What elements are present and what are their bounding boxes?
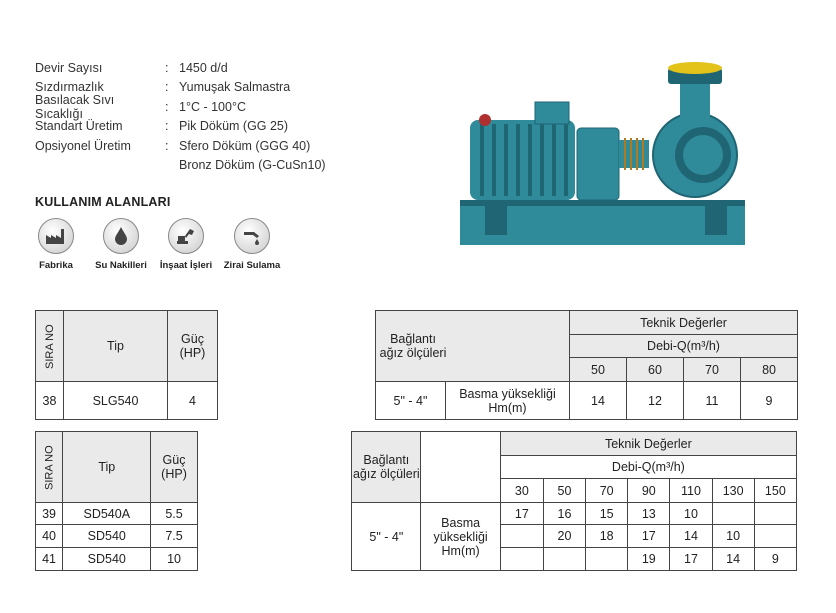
spec-colon: :: [165, 119, 169, 134]
cell-tip: SD540: [63, 548, 151, 571]
flow-value: 90: [628, 479, 670, 503]
cell-head: 9: [741, 382, 798, 420]
spec-row: [35, 92, 326, 121]
usage-label: Fabrika: [39, 260, 73, 271]
cell-head: 12: [627, 382, 684, 420]
spec-colon: :: [165, 80, 169, 95]
cell-baglanti: 5" - 4": [352, 503, 421, 571]
header-sira-no: SIRA NO: [36, 432, 63, 503]
flow-value: 70: [684, 358, 741, 382]
cell-head: 17: [670, 548, 712, 571]
spacer: [218, 311, 376, 420]
cell-head: [500, 548, 543, 571]
cell-tip: SD540A: [63, 503, 151, 525]
header-debi: Debi-Q(m³/h): [570, 335, 798, 358]
usage-label: Zirai Sulama: [223, 260, 281, 271]
usage-title: KULLANIM ALANLARI: [35, 195, 171, 209]
spec-value: Bronz Döküm (G-CuSn10): [179, 158, 326, 173]
header-teknik: Teknik Değerler: [500, 432, 796, 456]
cell-sira: 41: [36, 548, 63, 571]
cell-head: 16: [543, 503, 585, 525]
cell-sira: 40: [36, 525, 63, 548]
spec-row: [35, 156, 326, 176]
flow-value: 80: [741, 358, 798, 382]
spec-label: Opsiyonel Üretim: [35, 138, 131, 153]
cell-head: 20: [543, 525, 585, 548]
cell-head: 17: [500, 503, 543, 525]
header-sira-no: SIRA NO: [36, 311, 64, 382]
excavator-icon: [168, 218, 204, 254]
header-baglanti: [376, 311, 570, 382]
flow-value: 150: [754, 479, 796, 503]
spec-row: [35, 58, 326, 78]
table-row: [36, 503, 797, 525]
cell-guc: 7.5: [151, 525, 197, 548]
cell-head: 10: [670, 503, 712, 525]
cell-head: [754, 525, 796, 548]
spec-row: [35, 117, 326, 137]
spec-label: Basılacak Sıvı Sıcaklığı: [35, 92, 115, 121]
header-guc: Güç (HP): [151, 432, 197, 503]
cell-guc: 10: [151, 548, 197, 571]
flow-value: 50: [543, 479, 585, 503]
header-baglanti-text: Bağlantı ağız ölçüleri: [379, 332, 447, 360]
cell-head: [586, 548, 628, 571]
spec-value: 1°C - 100°C: [179, 99, 246, 114]
cell-head: [712, 503, 754, 525]
cell-basma-label: Basma yüksekliği Hm(m): [446, 382, 570, 420]
usage-item-insaat-isleri: [151, 218, 221, 271]
cell-head: 9: [754, 548, 796, 571]
cell-head: 11: [684, 382, 741, 420]
cell-head: 19: [628, 548, 670, 571]
spec-row: [35, 136, 326, 156]
header-blank: [421, 432, 500, 503]
spec-colon: :: [165, 60, 169, 75]
table-row: [36, 382, 798, 420]
cell-guc: 4: [168, 382, 218, 420]
cell-tip: SD540: [63, 525, 151, 548]
cell-head: 15: [586, 503, 628, 525]
spec-table-1: [35, 310, 798, 420]
header-debi: Debi-Q(m³/h): [500, 456, 796, 479]
spec-list: [35, 58, 326, 175]
cell-baglanti: 5" - 4": [376, 382, 446, 420]
irrigation-icon: [234, 218, 270, 254]
spec-colon: :: [165, 138, 169, 153]
cell-head: 10: [712, 525, 754, 548]
cell-head: 17: [628, 525, 670, 548]
spec-value: Pik Döküm (GG 25): [179, 119, 289, 134]
header-tip: Tip: [63, 432, 151, 503]
spec-label: Sızdırmazlık: [35, 80, 104, 95]
spec-colon: :: [165, 99, 169, 114]
cell-head: [500, 525, 543, 548]
cell-sira: 38: [36, 382, 64, 420]
cell-guc: 5.5: [151, 503, 197, 525]
cell-sira: 39: [36, 503, 63, 525]
water-drop-icon: [103, 218, 139, 254]
factory-icon: [38, 218, 74, 254]
cell-tip: SLG540: [64, 382, 168, 420]
flow-value: 130: [712, 479, 754, 503]
cell-head: 18: [586, 525, 628, 548]
usage-item-zirai-sulama: [217, 218, 287, 271]
usage-item-su-nakilleri: [86, 218, 156, 271]
cell-head: 14: [570, 382, 627, 420]
flow-value: 110: [670, 479, 712, 503]
pump-image: [455, 50, 755, 250]
cell-head: [754, 503, 796, 525]
spacer: [197, 432, 352, 571]
spec-value: Sfero Döküm (GGG 40): [179, 138, 311, 153]
spec-label: Devir Sayısı: [35, 60, 103, 75]
flow-value: 30: [500, 479, 543, 503]
cell-basma-label: Basma yüksekliği Hm(m): [421, 503, 500, 571]
cell-head: 13: [628, 503, 670, 525]
spec-value: 1450 d/d: [179, 60, 228, 75]
cell-head: 14: [670, 525, 712, 548]
usage-label: İnşaat İşleri: [159, 260, 213, 271]
spec-value: Yumuşak Salmastra: [179, 80, 291, 95]
flow-value: 50: [570, 358, 627, 382]
usage-item-fabrika: [21, 218, 91, 271]
flow-value: 70: [586, 479, 628, 503]
cell-head: [543, 548, 585, 571]
header-guc: Güç (HP): [168, 311, 218, 382]
cell-head: 14: [712, 548, 754, 571]
spec-label: Standart Üretim: [35, 119, 123, 134]
flow-value: 60: [627, 358, 684, 382]
header-tip: Tip: [64, 311, 168, 382]
spec-table-2: [35, 431, 797, 571]
header-baglanti: Bağlantı ağız ölçüleri: [352, 432, 421, 503]
usage-label: Su Nakilleri: [95, 260, 147, 271]
header-teknik: Teknik Değerler: [570, 311, 798, 335]
